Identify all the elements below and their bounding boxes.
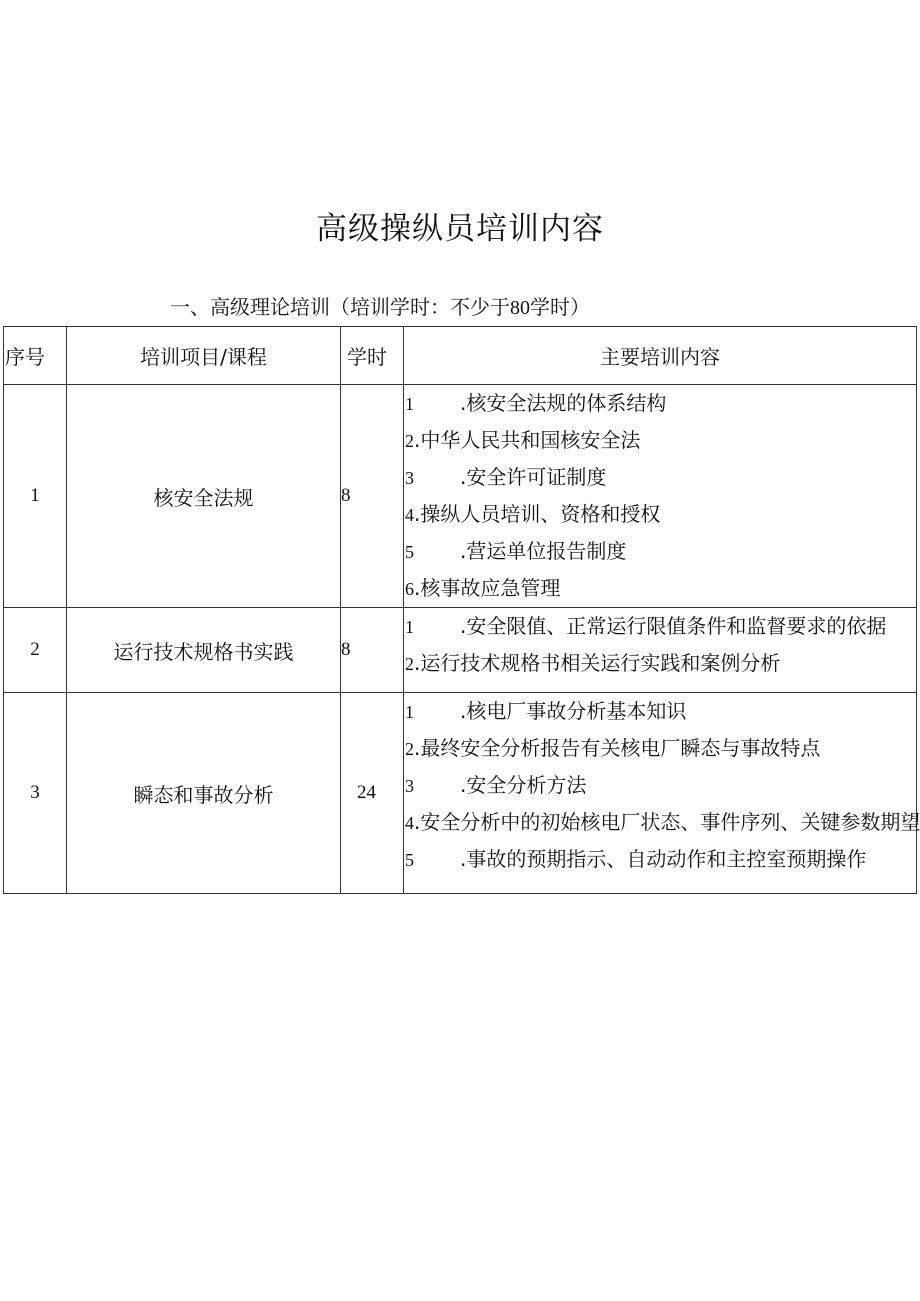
table-row [4,385,917,608]
item-text: .操纵人员培训、资格和授权 [414,502,661,526]
section-heading-suffix: 学时） [530,295,590,319]
header-course: 培训项目/课程 [67,327,341,385]
item-index: 4 [405,813,414,833]
row-course: 核安全法规 [67,385,341,608]
list-item [404,570,916,607]
item-index: 3 [405,468,414,488]
item-index: 2 [405,739,414,759]
item-index: 3 [405,776,414,796]
item-text: .核事故应急管理 [414,576,561,600]
row-hours: 24 [341,693,404,894]
table-row [4,693,917,894]
item-text: .中华人民共和国核安全法 [414,428,641,452]
item-text: .安全许可证制度 [460,465,607,489]
item-index: 1 [405,617,414,637]
training-table [3,326,920,894]
header-content: 主要培训内容 [404,327,917,385]
row-no: 1 [4,385,67,608]
section-heading [170,292,590,323]
item-index: 4 [405,505,414,525]
item-index: 6 [405,579,414,599]
item-index: 5 [405,850,414,870]
item-text: .事故的预期指示、自动动作和主控室预期操作 [460,847,867,871]
table-header-row [4,327,917,385]
item-index: 2 [405,431,414,451]
item-text: .核安全法规的体系结构 [460,391,667,415]
row-content [404,693,920,894]
list-item [404,841,916,878]
row-hours: 8 [341,385,404,608]
row-no: 3 [4,693,67,894]
item-index: 1 [405,394,414,414]
item-text: .运行技术规格书相关运行实践和案例分析 [414,651,781,675]
row-content [404,385,917,608]
list-item [404,459,916,496]
list-item [404,533,916,570]
list-item [404,496,916,533]
training-table-container [3,326,920,871]
list-item [404,730,916,767]
header-no: 序号 [4,327,67,385]
list-item [404,608,916,645]
item-text: .安全分析中的初始核电厂状态、事件序列、关键参数期望 [414,810,920,834]
item-text: .营运单位报告制度 [460,539,627,563]
list-item [404,693,916,730]
list-item [404,767,916,804]
section-heading-hours: 80 [510,297,530,319]
item-index: 2 [405,654,414,674]
row-course: 瞬态和事故分析 [67,693,341,894]
item-text: .核电厂事故分析基本知识 [460,699,687,723]
list-item [404,804,920,841]
list-item [404,385,916,422]
row-hours: 8 [341,608,404,693]
item-text: .安全分析方法 [460,773,587,797]
item-text: .最终安全分析报告有关核电厂瞬态与事故特点 [414,736,821,760]
item-index: 1 [405,702,414,722]
section-heading-prefix: 一、高级理论培训（培训学时：不少于 [170,295,510,319]
header-hours: 学时 [341,327,404,385]
item-text: .安全限值、正常运行限值条件和监督要求的依据 [460,614,887,638]
document-title: 高级操纵员培训内容 [316,211,604,247]
item-index: 5 [405,542,414,562]
table-row [4,608,917,693]
row-content [404,608,917,693]
row-no: 2 [4,608,67,693]
row-course: 运行技术规格书实践 [67,608,341,693]
list-item [404,422,916,459]
list-item [404,645,916,682]
